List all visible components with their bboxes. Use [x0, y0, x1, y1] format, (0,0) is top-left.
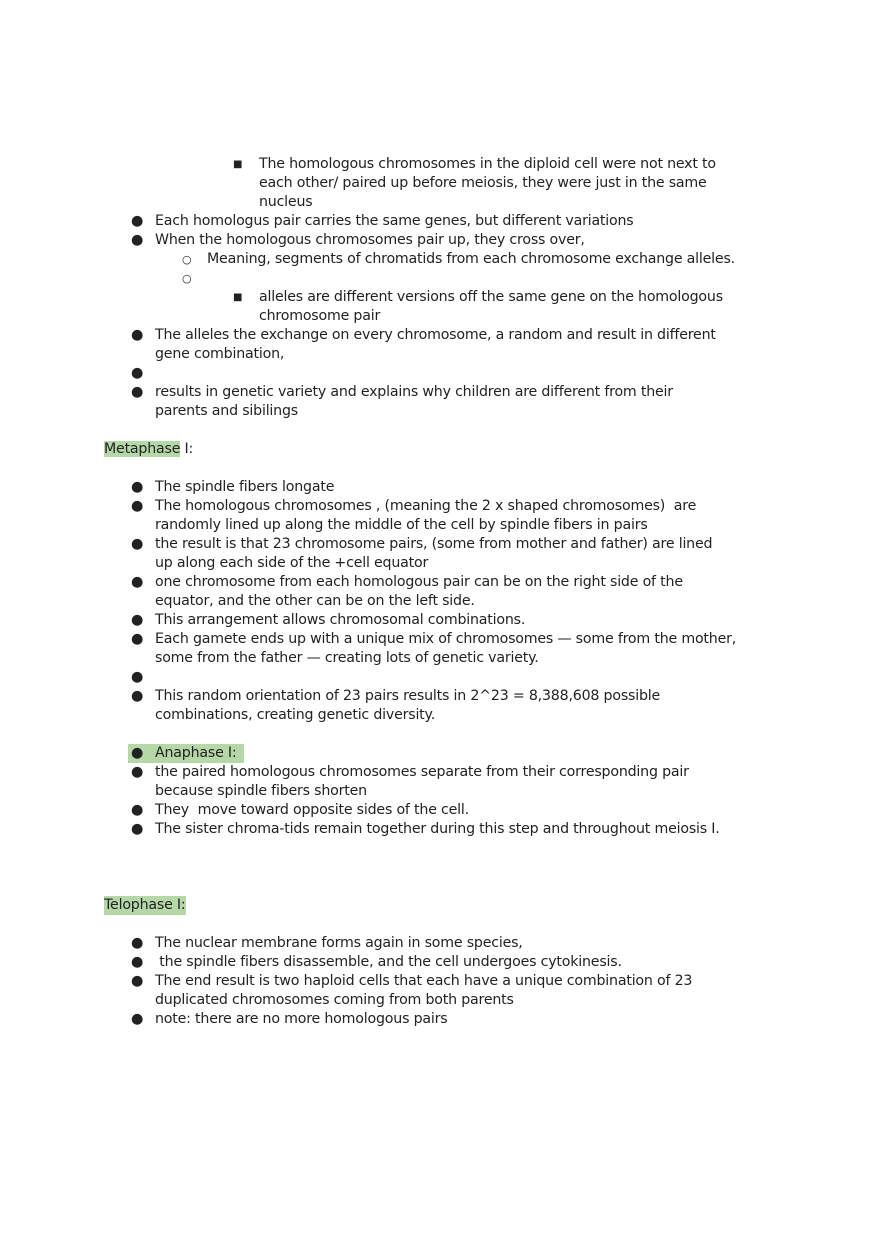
bullet-disc-icon: ● [131, 1011, 144, 1027]
list-item [0, 250, 880, 269]
list-item-text: The spindle fibers longate [155, 479, 335, 495]
list-item [0, 478, 880, 497]
list-item [0, 212, 880, 231]
list-item-text: duplicated chromosomes coming from both parents [155, 992, 514, 1008]
list-item-text: The homologous chromosomes , (meaning the 2 x shaped chromosomes) are [155, 498, 697, 514]
bullet-disc-icon: ● [131, 327, 144, 343]
list-item-text: up along each side of the +cell equator [155, 555, 429, 571]
list-item [0, 1010, 880, 1029]
telophase-list [0, 934, 880, 1029]
list-item-text: gene combination, [155, 346, 285, 362]
bullet-disc-icon: ● [131, 365, 144, 381]
bullet-disc-icon: ● [131, 669, 144, 685]
bullet-square-icon: ■ [233, 292, 243, 303]
list-item [0, 573, 880, 611]
list-item-text: each other/ paired up before meiosis, they were just in the same [259, 175, 707, 191]
list-item [0, 231, 880, 250]
bullet-disc-icon: ● [131, 536, 144, 552]
document-page [0, 155, 880, 1029]
list-item [0, 763, 880, 801]
list-item-text: The end result is two haploid cells that each have a unique combination of 23 [155, 973, 693, 989]
bullet-disc-icon: ● [131, 574, 144, 590]
list-item-text: When the homologous chromosomes pair up, they cross over, [155, 232, 585, 248]
bullet-circle-icon: ○ [182, 272, 192, 285]
list-item-text: because spindle fibers shorten [155, 783, 367, 799]
telophase-heading: Telophase I: [104, 897, 186, 913]
anaphase-heading-line [0, 744, 880, 763]
bullet-disc-icon: ● [131, 802, 144, 818]
bullet-disc-icon: ● [131, 232, 144, 248]
list-item [0, 383, 880, 421]
metaphase-heading-suffix: I: [180, 441, 194, 457]
list-item-text: the spindle fibers disassemble, and the cell undergoes cytokinesis. [155, 954, 622, 970]
list-item [0, 497, 880, 535]
metaphase-heading: Metaphase [104, 441, 181, 457]
list-item [0, 535, 880, 573]
list-item-text: note: there are no more homologous pairs [155, 1011, 448, 1027]
list-item-text: The nuclear membrane forms again in some species, [155, 935, 523, 951]
bullet-disc-icon: ● [131, 479, 144, 495]
anaphase-list [0, 763, 880, 839]
list-item [0, 269, 880, 288]
list-item-text: parents and sibilings [155, 403, 298, 419]
list-item-text: the paired homologous chromosomes separate from their corresponding pair [155, 764, 689, 780]
list-item-text: The sister chroma-tids remain together during this step and throughout meiosis I. [155, 821, 720, 837]
list-item [0, 953, 880, 972]
list-item [0, 630, 880, 668]
anaphase-heading: Anaphase I: [155, 745, 237, 761]
metaphase-list [0, 478, 880, 725]
telophase-heading-line [0, 896, 880, 915]
list-item-text: They move toward opposite sides of the cell. [155, 802, 469, 818]
list-item-text: Meaning, segments of chromatids from each chromosome exchange alleles. [207, 251, 735, 267]
bullet-disc-icon: ● [131, 688, 144, 704]
list-item-text: combinations, creating genetic diversity. [155, 707, 436, 723]
bullet-disc-icon: ● [131, 631, 144, 647]
list-item-text: This random orientation of 23 pairs results in 2^23 = 8,388,608 possible [155, 688, 661, 704]
bullet-disc-icon: ● [131, 935, 144, 951]
list-item [0, 687, 880, 725]
list-item [0, 820, 880, 839]
list-item [0, 972, 880, 1010]
list-item [0, 288, 880, 326]
bullet-disc-icon: ● [131, 213, 144, 229]
list-item-text: one chromosome from each homologous pair can be on the right side of the [155, 574, 683, 590]
list-item [0, 364, 880, 383]
list-item-text: Each homologus pair carries the same genes, but different variations [155, 213, 634, 229]
list-item-text: This arrangement allows chromosomal combinations. [155, 612, 526, 628]
list-item-text: The alleles the exchange on every chromosome, a random and result in different [155, 327, 716, 343]
list-item-text: equator, and the other can be on the left side. [155, 593, 475, 609]
bullet-disc-icon: ● [131, 954, 144, 970]
list-item-text: randomly lined up along the middle of the cell by spindle fibers in pairs [155, 517, 648, 533]
list-item-text: nucleus [259, 194, 313, 210]
list-item-text: some from the father — creating lots of genetic variety. [155, 650, 539, 666]
bullet-disc-icon: ● [131, 384, 144, 400]
metaphase-heading-line [0, 440, 880, 459]
bullet-disc-icon: ● [131, 973, 144, 989]
bullet-square-icon: ■ [233, 159, 243, 170]
list-item-text: chromosome pair [259, 308, 381, 324]
bullet-icon: ● [131, 745, 144, 761]
bullet-disc-icon: ● [131, 764, 144, 780]
bullet-disc-icon: ● [131, 821, 144, 837]
list-item-text: results in genetic variety and explains why children are different from their [155, 384, 673, 400]
list-item [0, 801, 880, 820]
bullet-circle-icon: ○ [182, 253, 192, 266]
intro-list [0, 155, 880, 421]
list-item-text: Each gamete ends up with a unique mix of chromosomes — some from the mother, [155, 631, 737, 647]
list-item [0, 326, 880, 364]
list-item [0, 155, 880, 212]
bullet-disc-icon: ● [131, 498, 144, 514]
list-item-text: The homologous chromosomes in the diploid cell were not next to [259, 156, 716, 172]
list-item-text: the result is that 23 chromosome pairs, (some from mother and father) are lined [155, 536, 713, 552]
list-item [0, 668, 880, 687]
list-item [0, 934, 880, 953]
list-item-text: alleles are different versions off the same gene on the homologous [259, 289, 723, 305]
bullet-disc-icon: ● [131, 612, 144, 628]
list-item [0, 611, 880, 630]
